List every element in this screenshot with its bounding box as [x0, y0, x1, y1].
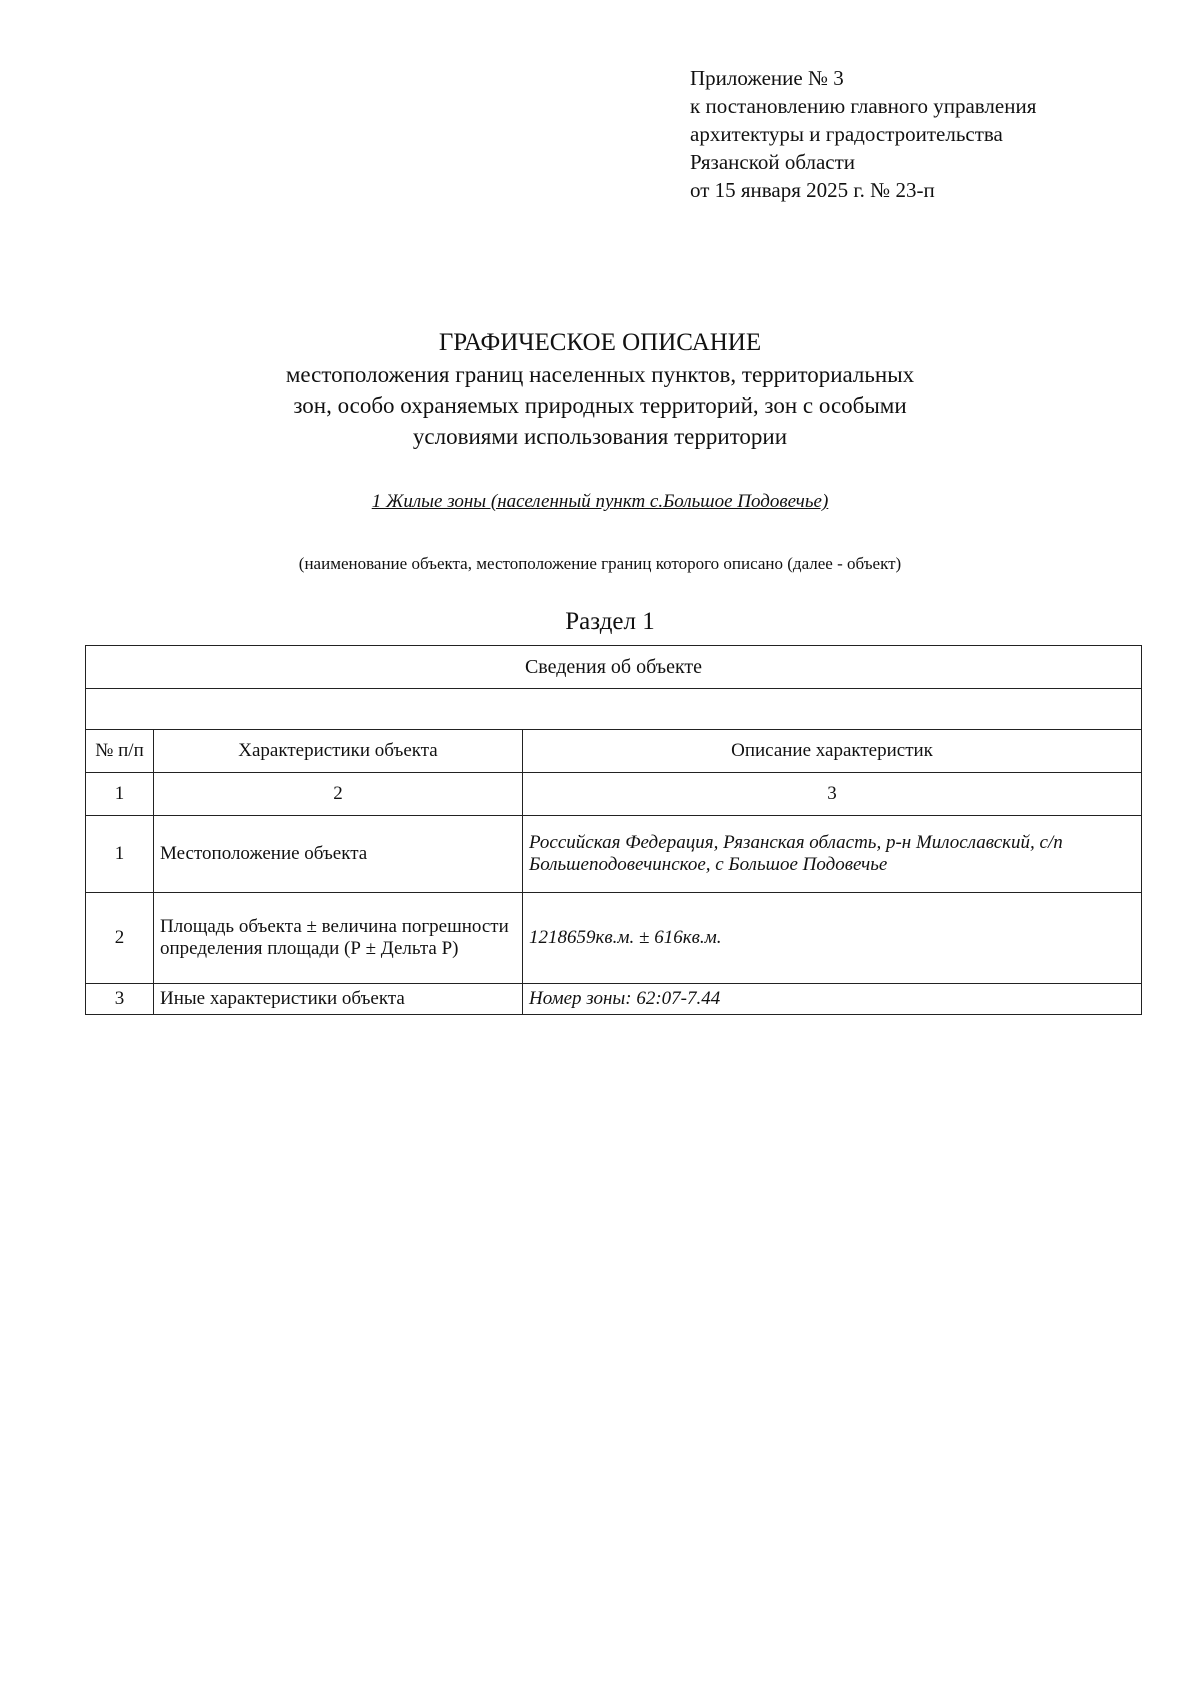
section-title: Раздел 1 — [565, 608, 655, 635]
title-sub-line: условиями использования территории — [412, 424, 788, 449]
table-row — [86, 984, 1142, 1015]
index-cell: 1 — [86, 773, 154, 816]
appendix-header — [690, 64, 1036, 204]
appendix-line: Приложение № 3 — [690, 66, 844, 90]
row-num: 3 — [86, 984, 154, 1015]
table-index-row — [86, 773, 1142, 816]
object-name-text: 1 Жилые зоны (населенный пункт с.Большое Подовечье) — [371, 491, 829, 512]
table-empty-row — [86, 689, 1142, 730]
table-caption: Сведения об объекте — [86, 646, 1142, 689]
table-header-row — [86, 730, 1142, 773]
index-cell: 2 — [154, 773, 523, 816]
title-sub-line: зон, особо охраняемых природных территорий, зон с особыми — [293, 393, 907, 418]
title-sub-line: местоположения границ населенных пунктов, территориальных — [285, 362, 915, 387]
table-caption-row — [86, 646, 1142, 689]
row-description: 1218659кв.м. ± 616кв.м. — [523, 893, 1142, 984]
appendix-line: архитектуры и градостроительства — [690, 122, 1003, 146]
header-num: № п/п — [86, 730, 154, 773]
row-characteristic: Иные характеристики объекта — [154, 984, 523, 1015]
row-characteristic: Местоположение объекта — [154, 816, 523, 893]
header-description: Описание характеристик — [523, 730, 1142, 773]
object-name — [100, 491, 1100, 513]
title-main: ГРАФИЧЕСКОЕ ОПИСАНИЕ — [438, 329, 762, 356]
header-characteristic: Характеристики объекта — [154, 730, 523, 773]
index-cell: 3 — [523, 773, 1142, 816]
row-characteristic: Площадь объекта ± величина погрешности определения площади (Р ± Дельта Р) — [154, 893, 523, 984]
table-row — [86, 893, 1142, 984]
object-info-table — [85, 645, 1142, 1015]
row-num: 2 — [86, 893, 154, 984]
row-num: 1 — [86, 816, 154, 893]
appendix-line: Рязанской области — [690, 150, 856, 174]
row-description: Российская Федерация, Рязанская область, р-н Милославский, с/п Большеподовечинское, с Большое Подовечье — [523, 816, 1142, 893]
document-title — [100, 327, 1100, 452]
appendix-line: от 15 января 2025 г. № 23-п — [690, 178, 935, 202]
row-description: Номер зоны: 62:07-7.44 — [523, 984, 1142, 1015]
object-note: (наименование объекта, местоположение границ которого описано (далее - объект) — [298, 554, 902, 573]
table-row — [86, 816, 1142, 893]
empty-cell — [86, 689, 1142, 730]
appendix-line: к постановлению главного управления — [690, 94, 1037, 118]
